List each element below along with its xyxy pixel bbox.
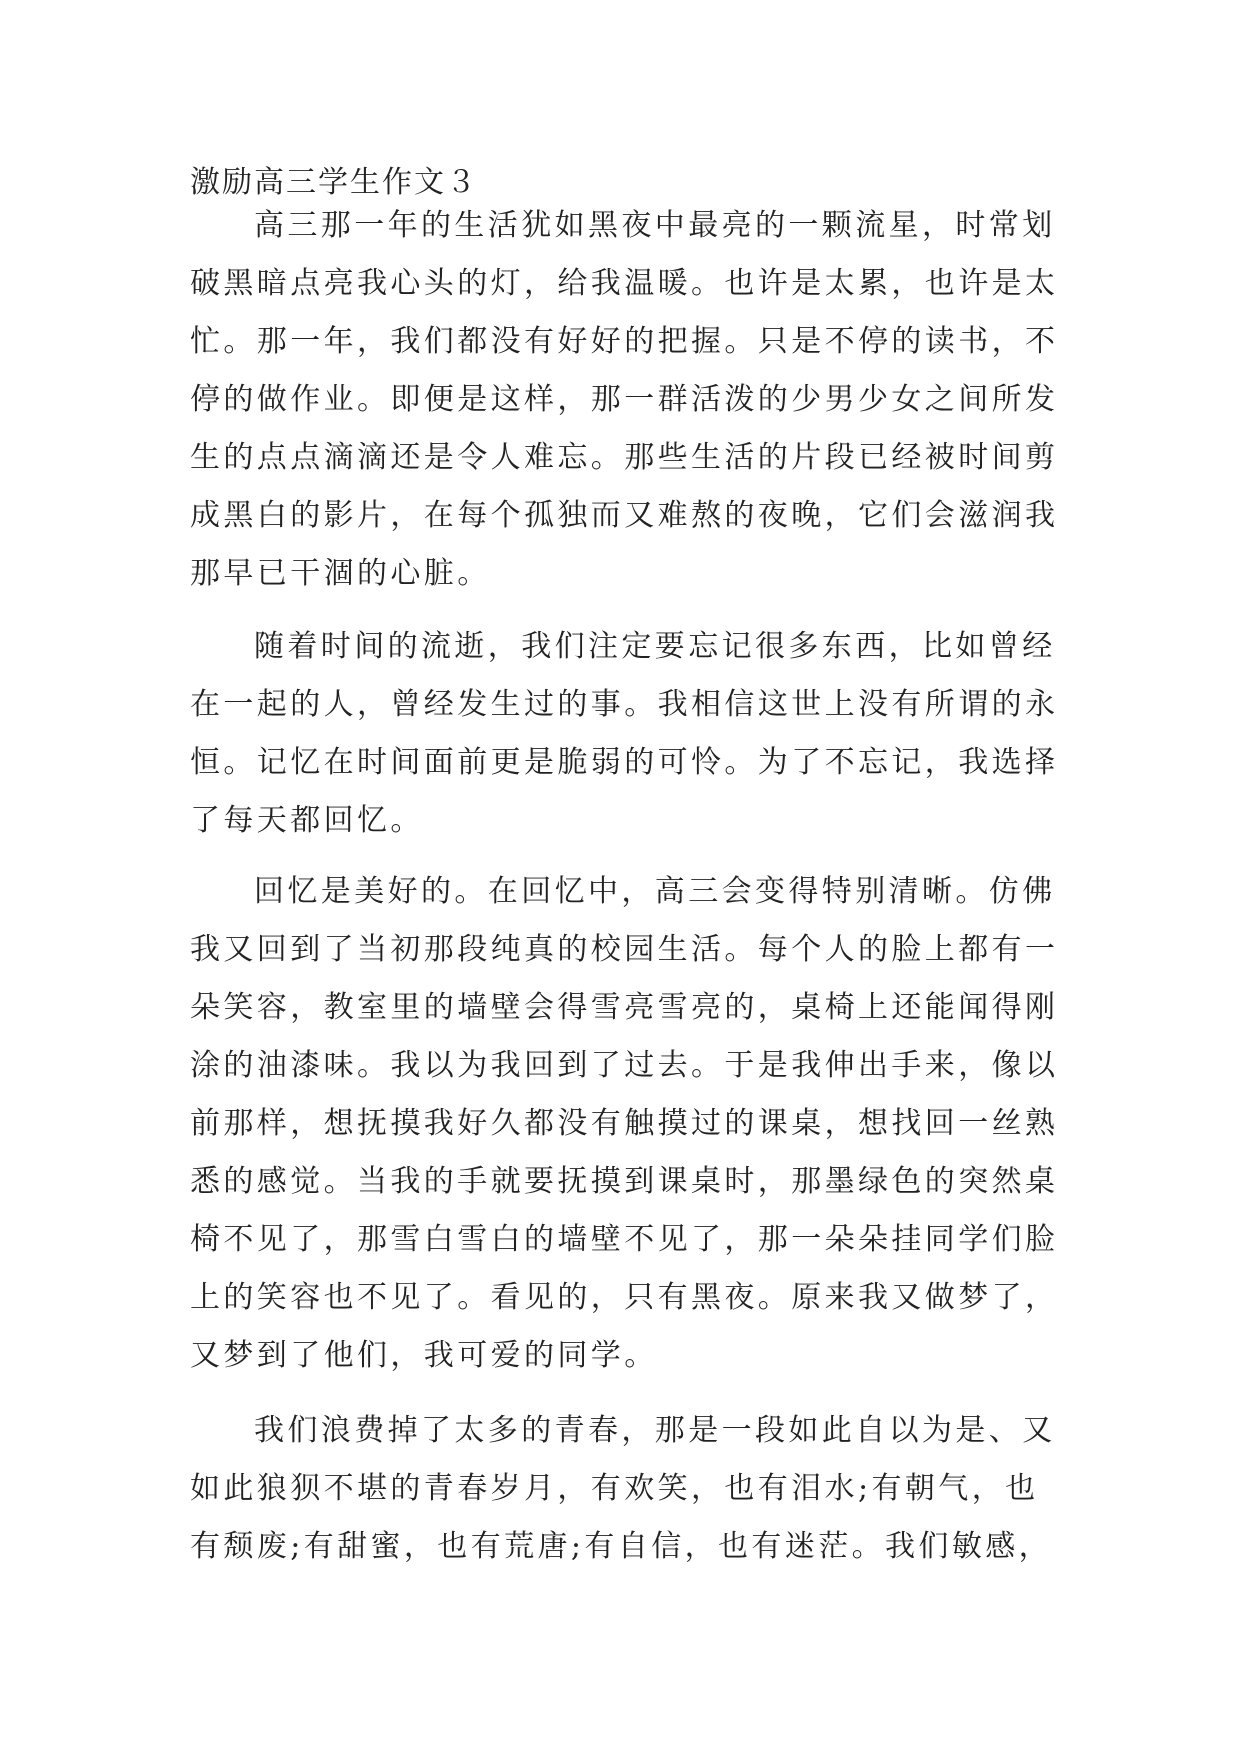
text-line: 如此狼狈不堪的青春岁月，有欢笑，也有泪水;有朝气，也 xyxy=(190,1471,1039,1506)
text-line: 我又回到了当初那段纯真的校园生活。每个人的脸上都有一 xyxy=(190,932,1059,967)
text-line: 了每天都回忆。 xyxy=(190,803,424,838)
paragraph-2 xyxy=(190,618,1059,850)
text-line: 朵笑容，教室里的墙壁会得雪亮雪亮的，桌椅上还能闻得刚 xyxy=(190,990,1059,1025)
text-line: 在一起的人，曾经发生过的事。我相信这世上没有所谓的永 xyxy=(190,687,1059,722)
text-line: 回忆是美好的。在回忆中，高三会变得特别清晰。仿佛 xyxy=(254,874,1056,909)
paragraph-4 xyxy=(190,1402,1056,1576)
text-line: 成黑白的影片，在每个孤独而又难熬的夜晚，它们会滋润我 xyxy=(190,498,1059,533)
text-line: 停的做作业。即便是这样，那一群活泼的少男少女之间所发 xyxy=(190,382,1059,417)
text-line: 高三那一年的生活犹如黑夜中最亮的一颗流星，时常划 xyxy=(254,208,1056,243)
paragraph-1 xyxy=(190,197,1059,603)
text-line: 忙。那一年，我们都没有好好的把握。只是不停的读书，不 xyxy=(190,324,1059,359)
text-line: 悉的感觉。当我的手就要抚摸到课桌时，那墨绿色的突然桌 xyxy=(190,1164,1059,1199)
text-line: 生的点点滴滴还是令人难忘。那些生活的片段已经被时间剪 xyxy=(190,440,1059,475)
text-line: 恒。记忆在时间面前更是脆弱的可怜。为了不忘记，我选择 xyxy=(190,745,1059,780)
text-line: 有颓废;有甜蜜，也有荒唐;有自信，也有迷茫。我们敏感， xyxy=(190,1529,1053,1564)
text-line: 那早已干涸的心脏。 xyxy=(190,556,491,591)
text-line: 随着时间的流逝，我们注定要忘记很多东西，比如曾经 xyxy=(254,629,1056,664)
text-line: 椅不见了，那雪白雪白的墙壁不见了，那一朵朵挂同学们脸 xyxy=(190,1222,1059,1257)
text-line: 破黑暗点亮我心头的灯，给我温暖。也许是太累，也许是太 xyxy=(190,266,1059,301)
text-line: 又梦到了他们，我可爱的同学。 xyxy=(190,1338,658,1373)
text-line: 我们浪费掉了太多的青春，那是一段如此自以为是、又 xyxy=(254,1413,1056,1448)
paragraph-3 xyxy=(190,863,1059,1385)
text-line: 上的笑容也不见了。看见的，只有黑夜。原来我又做梦了， xyxy=(190,1280,1059,1315)
text-line: 前那样，想抚摸我好久都没有触摸过的课桌，想找回一丝熟 xyxy=(190,1106,1059,1141)
document-title: 激励高三学生作文３ xyxy=(190,165,478,200)
text-line: 涂的油漆味。我以为我回到了过去。于是我伸出手来，像以 xyxy=(190,1048,1059,1083)
